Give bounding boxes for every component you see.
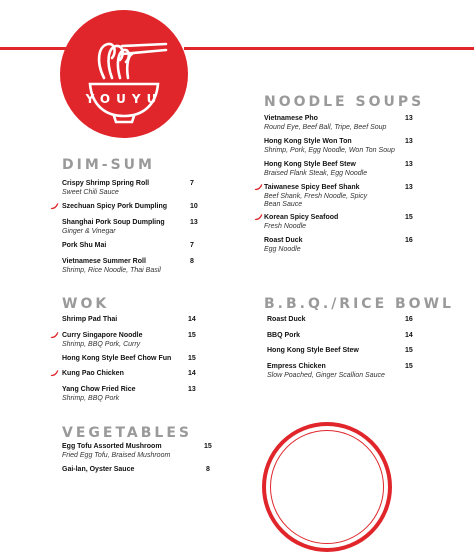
- item-desc: Shrimp, Pork, Egg Noodle, Won Ton Soup: [264, 146, 395, 154]
- menu-item: [62, 466, 134, 475]
- item-price: 13: [405, 115, 413, 122]
- item-price: 16: [405, 237, 413, 244]
- section-title-vegetables: VEGETABLES: [62, 425, 192, 441]
- item-price: 15: [204, 443, 212, 450]
- item-name: Shrimp Pad Thai: [62, 316, 118, 323]
- item-desc: Ginger & Vinegar: [62, 227, 116, 235]
- item-name: Szechuan Spicy Pork Dumpling: [62, 203, 168, 210]
- menu-item: [62, 242, 106, 251]
- menu-item: [62, 180, 149, 197]
- menu-item: [62, 203, 167, 212]
- item-price: 15: [405, 214, 413, 221]
- top-rule-left: [0, 47, 66, 50]
- logo: [60, 10, 188, 138]
- item-price: 10: [190, 203, 198, 210]
- spicy-chili-icon: [50, 370, 59, 378]
- item-desc: Fresh Noodle: [264, 222, 307, 230]
- menu-item: [264, 214, 338, 231]
- item-price: 13: [188, 386, 196, 393]
- spicy-chili-icon: [50, 203, 59, 211]
- item-desc: Shrimp, BBQ Pork, Curry: [62, 340, 141, 348]
- item-price: 13: [405, 138, 413, 145]
- menu-item: [264, 115, 386, 132]
- menu-item: [62, 316, 117, 325]
- section-title-dim-sum: DIM-SUM: [62, 157, 155, 173]
- menu-item: [267, 347, 359, 356]
- item-name: Roast Duck: [264, 237, 303, 244]
- section-title-noodle-soups: NOODLE SOUPS: [264, 94, 425, 110]
- menu-item: [267, 316, 306, 325]
- item-price: 14: [188, 316, 196, 323]
- decorative-ring-inner: [270, 430, 384, 544]
- menu-item: [264, 184, 374, 210]
- item-price: 15: [405, 347, 413, 354]
- brand-name: YOUYU: [85, 92, 163, 106]
- item-desc: Fried Egg Tofu, Braised Mushroom: [62, 451, 171, 459]
- menu-item: [264, 237, 303, 254]
- item-desc: Slow Poached, Ginger Scallion Sauce: [267, 371, 385, 379]
- item-name: BBQ Pork: [267, 332, 301, 339]
- section-title-bbq-rice-bowl: B.B.Q./RICE BOWL: [264, 296, 454, 312]
- item-price: 15: [188, 332, 196, 339]
- menu-item: [62, 386, 136, 403]
- item-name: Curry Singapore Noodle: [62, 332, 143, 339]
- item-desc: Egg Noodle: [264, 245, 301, 253]
- noodle-bowl-icon: [60, 10, 188, 138]
- menu-item: [267, 332, 300, 341]
- item-desc: Sweet Chili Sauce: [62, 188, 119, 196]
- item-name: Hong Kong Style Won Ton: [264, 138, 352, 145]
- item-name: Roast Duck: [267, 316, 306, 323]
- item-name: Korean Spicy Seafood: [264, 214, 339, 221]
- menu-item: [264, 161, 367, 178]
- item-price: 16: [405, 316, 413, 323]
- item-name: Egg Tofu Assorted Mushroom: [62, 443, 162, 450]
- item-name: Hong Kong Style Beef Chow Fun: [62, 355, 172, 362]
- menu-item: [62, 258, 161, 275]
- item-desc: Beef Shank, Fresh Noodle, Spicy Bean Sauce: [264, 192, 368, 208]
- item-name: Crispy Shrimp Spring Roll: [62, 180, 150, 187]
- item-desc: Round Eye, Beef Ball, Tripe, Beef Soup: [264, 123, 387, 131]
- item-name: Kung Pao Chicken: [62, 370, 124, 377]
- item-name: Gai-lan, Oyster Sauce: [62, 466, 135, 473]
- item-price: 13: [405, 184, 413, 191]
- item-name: Hong Kong Style Beef Stew: [267, 347, 359, 354]
- menu-item: [267, 363, 385, 380]
- item-name: Yang Chow Fried Rice: [62, 386, 136, 393]
- item-name: Pork Shu Mai: [62, 242, 107, 249]
- spicy-chili-icon: [254, 214, 263, 222]
- item-desc: Shrimp, Rice Noodle, Thai Basil: [62, 266, 161, 274]
- menu-item: [264, 138, 395, 155]
- item-price: 8: [190, 258, 194, 265]
- menu-item: [62, 219, 165, 236]
- item-price: 14: [405, 332, 413, 339]
- menu-item: [62, 332, 143, 349]
- item-price: 15: [188, 355, 196, 362]
- item-price: 14: [188, 370, 196, 377]
- top-rule-right: [184, 47, 474, 50]
- item-price: 13: [405, 161, 413, 168]
- spicy-chili-icon: [254, 184, 263, 192]
- menu-item: [62, 443, 170, 460]
- item-name: Shanghai Pork Soup Dumpling: [62, 219, 165, 226]
- item-price: 8: [206, 466, 210, 473]
- menu-item: [62, 355, 171, 364]
- item-name: Empress Chicken: [267, 363, 326, 370]
- section-title-wok: WOK: [62, 296, 110, 312]
- item-desc: Shrimp, BBQ Pork: [62, 394, 120, 402]
- item-price: 13: [190, 219, 198, 226]
- item-name: Taiwanese Spicy Beef Shank: [264, 184, 360, 191]
- item-price: 7: [190, 180, 194, 187]
- item-name: Vietnamese Summer Roll: [62, 258, 146, 265]
- item-name: Vietnamese Pho: [264, 115, 318, 122]
- menu-item: [62, 370, 124, 379]
- spicy-chili-icon: [50, 332, 59, 340]
- item-price: 15: [405, 363, 413, 370]
- item-price: 7: [190, 242, 194, 249]
- item-desc: Braised Flank Steak, Egg Noodle: [264, 169, 368, 177]
- item-name: Hong Kong Style Beef Stew: [264, 161, 356, 168]
